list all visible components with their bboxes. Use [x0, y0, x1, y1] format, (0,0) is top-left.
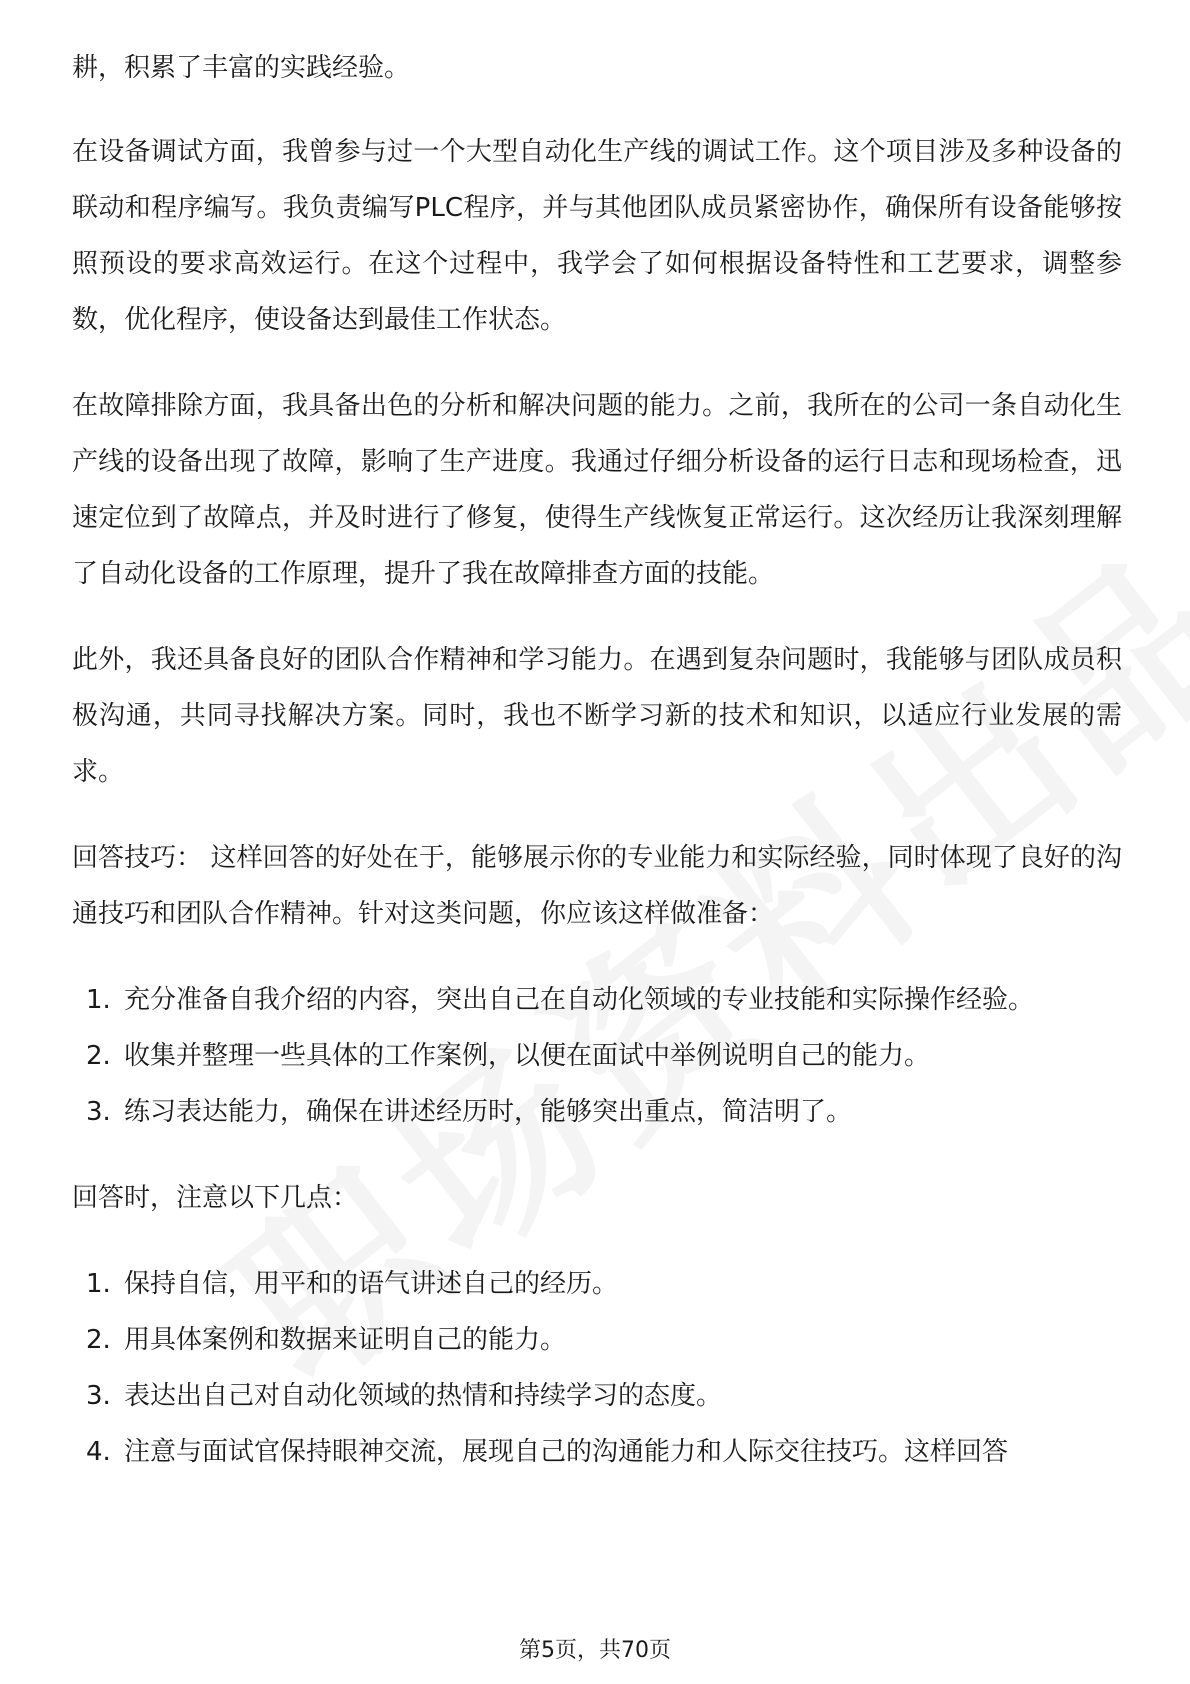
list-text: 收集并整理一些具体的工作案例，以便在面试中举例说明自己的能力。: [124, 1041, 931, 1071]
list-number: 4.: [86, 1437, 111, 1467]
paragraph-troubleshooting: 在故障排除方面，我具备出色的分析和解决问题的能力。之前，我所在的公司一条自动化生产线的设备出现了故障，影响了生产进度。我通过仔细分析设备的运行日志和现场检查，迅速定位到了故障点，并及时进行了修复，使得生产线恢复正常运行。这次经历让我深刻理解了自动化设备的工作原理，提升了我在故障排查方面的技能。: [72, 391, 1122, 589]
list-item: [72, 1312, 1122, 1368]
preparation-list: [72, 972, 1122, 1140]
list-item: [72, 1424, 1122, 1480]
list-number: 3.: [86, 1381, 111, 1411]
list-text: 用具体案例和数据来证明自己的能力。: [124, 1325, 567, 1355]
notes-list: [72, 1256, 1122, 1480]
list-number: 1.: [86, 1269, 111, 1299]
paragraph-continuation: 耕，积累了丰富的实践经验。: [72, 53, 411, 83]
paragraph-notes-heading: 回答时，注意以下几点：: [72, 1183, 359, 1213]
list-item: [72, 1084, 1122, 1140]
list-item: [72, 1368, 1122, 1424]
list-text: 注意与面试官保持眼神交流，展现自己的沟通能力和人际交往技巧。这样回答: [124, 1437, 1009, 1467]
paragraph-answer-tips: 回答技巧： 这样回答的好处在于，能够展示你的专业能力和实际经验，同时体现了良好的沟通技巧和团队合作精神。针对这类问题，你应该这样做准备：: [72, 843, 1122, 929]
list-number: 2.: [86, 1325, 111, 1355]
list-number: 2.: [86, 1041, 111, 1071]
paragraph-teamwork: 此外，我还具备良好的团队合作精神和学习能力。在遇到复杂问题时，我能够与团队成员积极沟通，共同寻找解决方案。同时，我也不断学习新的技术和知识，以适应行业发展的需求。: [72, 645, 1122, 787]
list-text: 表达出自己对自动化领域的热情和持续学习的态度。: [124, 1381, 723, 1411]
list-text: 充分准备自我介绍的内容，突出自己在自动化领域的专业技能和实际操作经验。: [124, 985, 1035, 1015]
list-number: 3.: [86, 1097, 111, 1127]
list-item: [72, 972, 1122, 1028]
list-text: 保持自信，用平和的语气讲述自己的经历。: [124, 1269, 619, 1299]
list-item: [72, 1028, 1122, 1084]
list-text: 练习表达能力，确保在讲述经历时，能够突出重点，简洁明了。: [124, 1097, 853, 1127]
page-footer: 第5页，共70页: [519, 1638, 671, 1663]
paragraph-debugging: 在设备调试方面，我曾参与过一个大型自动化生产线的调试工作。这个项目涉及多种设备的联动和程序编写。我负责编写PLC程序，并与其他团队成员紧密协作，确保所有设备能够按照预设的要求高效运行。在这个过程中，我学会了如何根据设备特性和工艺要求，调整参数，优化程序，使设备达到最佳工作状态。: [72, 137, 1122, 335]
list-item: [72, 1256, 1122, 1312]
document-body: [72, 40, 1122, 1510]
list-number: 1.: [86, 985, 111, 1015]
